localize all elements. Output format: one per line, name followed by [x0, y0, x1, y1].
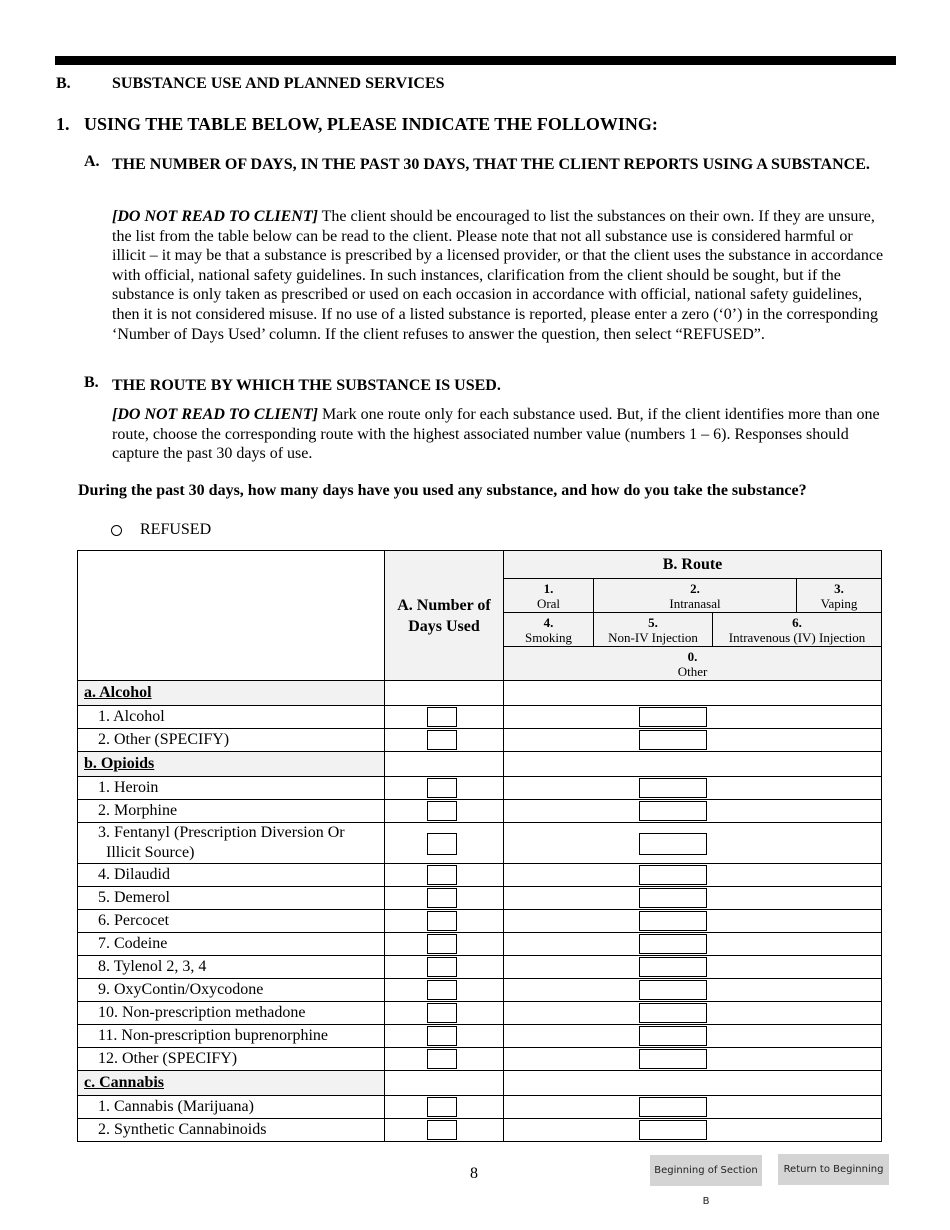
substance-label: 3. Fentanyl (Prescription Diversion Or Illicit Source) [78, 823, 385, 864]
table-row [78, 777, 882, 800]
table-row [78, 706, 882, 729]
route-input[interactable] [639, 957, 707, 977]
category-spacer [504, 681, 882, 706]
days-input[interactable] [427, 888, 457, 908]
substance-label: 11. Non-prescription buprenorphine [78, 1025, 385, 1048]
route-input[interactable] [639, 1049, 707, 1069]
return-to-beginning-button[interactable]: Return to Beginning [778, 1154, 889, 1185]
substance-label: 1. Heroin [78, 777, 385, 800]
category-spacer [504, 752, 882, 777]
days-input[interactable] [427, 833, 457, 855]
route-non-iv-injection: 5. Non-IV Injection [594, 613, 713, 646]
refused-radio[interactable] [111, 525, 122, 536]
route-input[interactable] [639, 778, 707, 798]
table-corner [78, 551, 385, 681]
survey-prompt: During the past 30 days, how many days have you used any substance, and how do you take the substance? [78, 482, 807, 499]
route-input[interactable] [639, 801, 707, 821]
days-input[interactable] [427, 865, 457, 885]
days-input[interactable] [427, 778, 457, 798]
category-cannabis: c. Cannabis [78, 1071, 385, 1096]
days-input[interactable] [427, 730, 457, 750]
part-b-instruction-tag: [DO NOT READ TO CLIENT] [112, 406, 318, 423]
table-row [78, 1119, 882, 1142]
part-b-title: THE ROUTE BY WHICH THE SUBSTANCE IS USED. [112, 377, 501, 394]
part-a-instruction-tag: [DO NOT READ TO CLIENT] [112, 208, 318, 225]
table-row [78, 956, 882, 979]
route-other: 0. Other [677, 649, 708, 679]
question-title: USING THE TABLE BELOW, PLEASE INDICATE THE FOLLOWING: [84, 114, 658, 134]
route-title: B. Route [504, 551, 881, 579]
table-row [78, 933, 882, 956]
section-letter: B. [56, 75, 71, 92]
page-number: 8 [470, 1165, 478, 1182]
table-row [78, 1048, 882, 1071]
substance-label: 2. Morphine [78, 800, 385, 823]
substance-table [77, 550, 882, 1142]
table-row [78, 864, 882, 887]
category-spacer [504, 1071, 882, 1096]
substance-label: 6. Percocet [78, 910, 385, 933]
route-smoking: 4. Smoking [504, 613, 594, 646]
route-header [504, 551, 882, 681]
table-row [78, 1025, 882, 1048]
substance-label: 8. Tylenol 2, 3, 4 [78, 956, 385, 979]
table-row [78, 800, 882, 823]
question-number: 1. [56, 114, 70, 134]
route-input[interactable] [639, 1097, 707, 1117]
days-input[interactable] [427, 957, 457, 977]
category-opioids: b. Opioids [78, 752, 385, 777]
part-b-instructions [112, 405, 887, 464]
part-a-title: THE NUMBER OF DAYS, IN THE PAST 30 DAYS, THAT THE CLIENT REPORTS USING A SUBSTANCE. [112, 156, 870, 173]
table-row [78, 979, 882, 1002]
route-input[interactable] [639, 1003, 707, 1023]
substance-label: 7. Codeine [78, 933, 385, 956]
refused-label: REFUSED [140, 521, 212, 538]
route-intranasal: 2. Intranasal [594, 579, 797, 612]
route-input[interactable] [639, 934, 707, 954]
route-input[interactable] [639, 833, 707, 855]
substance-label: 1. Cannabis (Marijuana) [78, 1096, 385, 1119]
part-a-instructions [112, 207, 887, 344]
substance-label: 4. Dilaudid [78, 864, 385, 887]
table-row [78, 823, 882, 864]
category-spacer [385, 1071, 504, 1096]
days-input[interactable] [427, 707, 457, 727]
category-alcohol: a. Alcohol [78, 681, 385, 706]
part-b-letter: B. [84, 374, 99, 391]
route-legend-row [504, 613, 881, 647]
beginning-of-section-button[interactable]: Beginning of Section B [650, 1155, 762, 1186]
days-input[interactable] [427, 911, 457, 931]
days-used-header: A. Number of Days Used [385, 551, 504, 681]
route-iv-injection: 6. Intravenous (IV) Injection [728, 615, 866, 645]
days-input[interactable] [427, 1026, 457, 1046]
route-vaping: 3. Vaping [820, 581, 858, 611]
route-input[interactable] [639, 707, 707, 727]
substance-label: 10. Non-prescription methadone [78, 1002, 385, 1025]
days-input[interactable] [427, 1120, 457, 1140]
category-spacer [385, 681, 504, 706]
table-row [78, 887, 882, 910]
section-title: SUBSTANCE USE AND PLANNED SERVICES [112, 75, 445, 92]
route-input[interactable] [639, 865, 707, 885]
table-row [78, 1002, 882, 1025]
part-a-instruction-text: The client should be encouraged to list the substances on their own. If they are unsure, the list from the table below can be read to the client. Please note that not all substance use is considered harmful or illicit – it may be that a substance is prescribed by a licensed provider, or that the client uses the substance in accordance with official, national safety guidelines. In such instances, clarification from the client should be sought, but if the substance is only taken as prescribed or used on each occasion in accordance with official, national safety guidelines, then it is not considered misuse. If no use of a listed substance is reported, please enter a zero (‘0’) in the corresponding ‘Number of Days Used’ column. If the client refuses to answer the question, then select “REFUSED”. [112, 208, 884, 343]
days-input[interactable] [427, 1097, 457, 1117]
days-input[interactable] [427, 1003, 457, 1023]
section-rule [55, 56, 896, 65]
days-input[interactable] [427, 980, 457, 1000]
route-legend-row [504, 647, 881, 680]
route-input[interactable] [639, 1120, 707, 1140]
substance-label: 12. Other (SPECIFY) [78, 1048, 385, 1071]
route-oral: 1. Oral [504, 579, 594, 612]
route-input[interactable] [639, 730, 707, 750]
route-legend-row [504, 579, 881, 613]
substance-label: 2. Synthetic Cannabinoids [78, 1119, 385, 1142]
table-row [78, 1096, 882, 1119]
substance-label: 9. OxyContin/Oxycodone [78, 979, 385, 1002]
part-b-instruction-text: Mark one route only for each substance used. But, if the client identifies more than one route, choose the corresponding route with the highest associated number value (numbers 1 – 6). Responses should capture the past 30 days of use. [112, 406, 880, 463]
table-row [78, 910, 882, 933]
category-spacer [385, 752, 504, 777]
substance-label: 1. Alcohol [78, 706, 385, 729]
days-input[interactable] [427, 1049, 457, 1069]
substance-label: 2. Other (SPECIFY) [78, 729, 385, 752]
route-input[interactable] [639, 888, 707, 908]
days-input[interactable] [427, 934, 457, 954]
route-input[interactable] [639, 1026, 707, 1046]
substance-label: 5. Demerol [78, 887, 385, 910]
days-input[interactable] [427, 801, 457, 821]
table-row [78, 729, 882, 752]
part-a-letter: A. [84, 153, 100, 170]
route-input[interactable] [639, 980, 707, 1000]
route-input[interactable] [639, 911, 707, 931]
